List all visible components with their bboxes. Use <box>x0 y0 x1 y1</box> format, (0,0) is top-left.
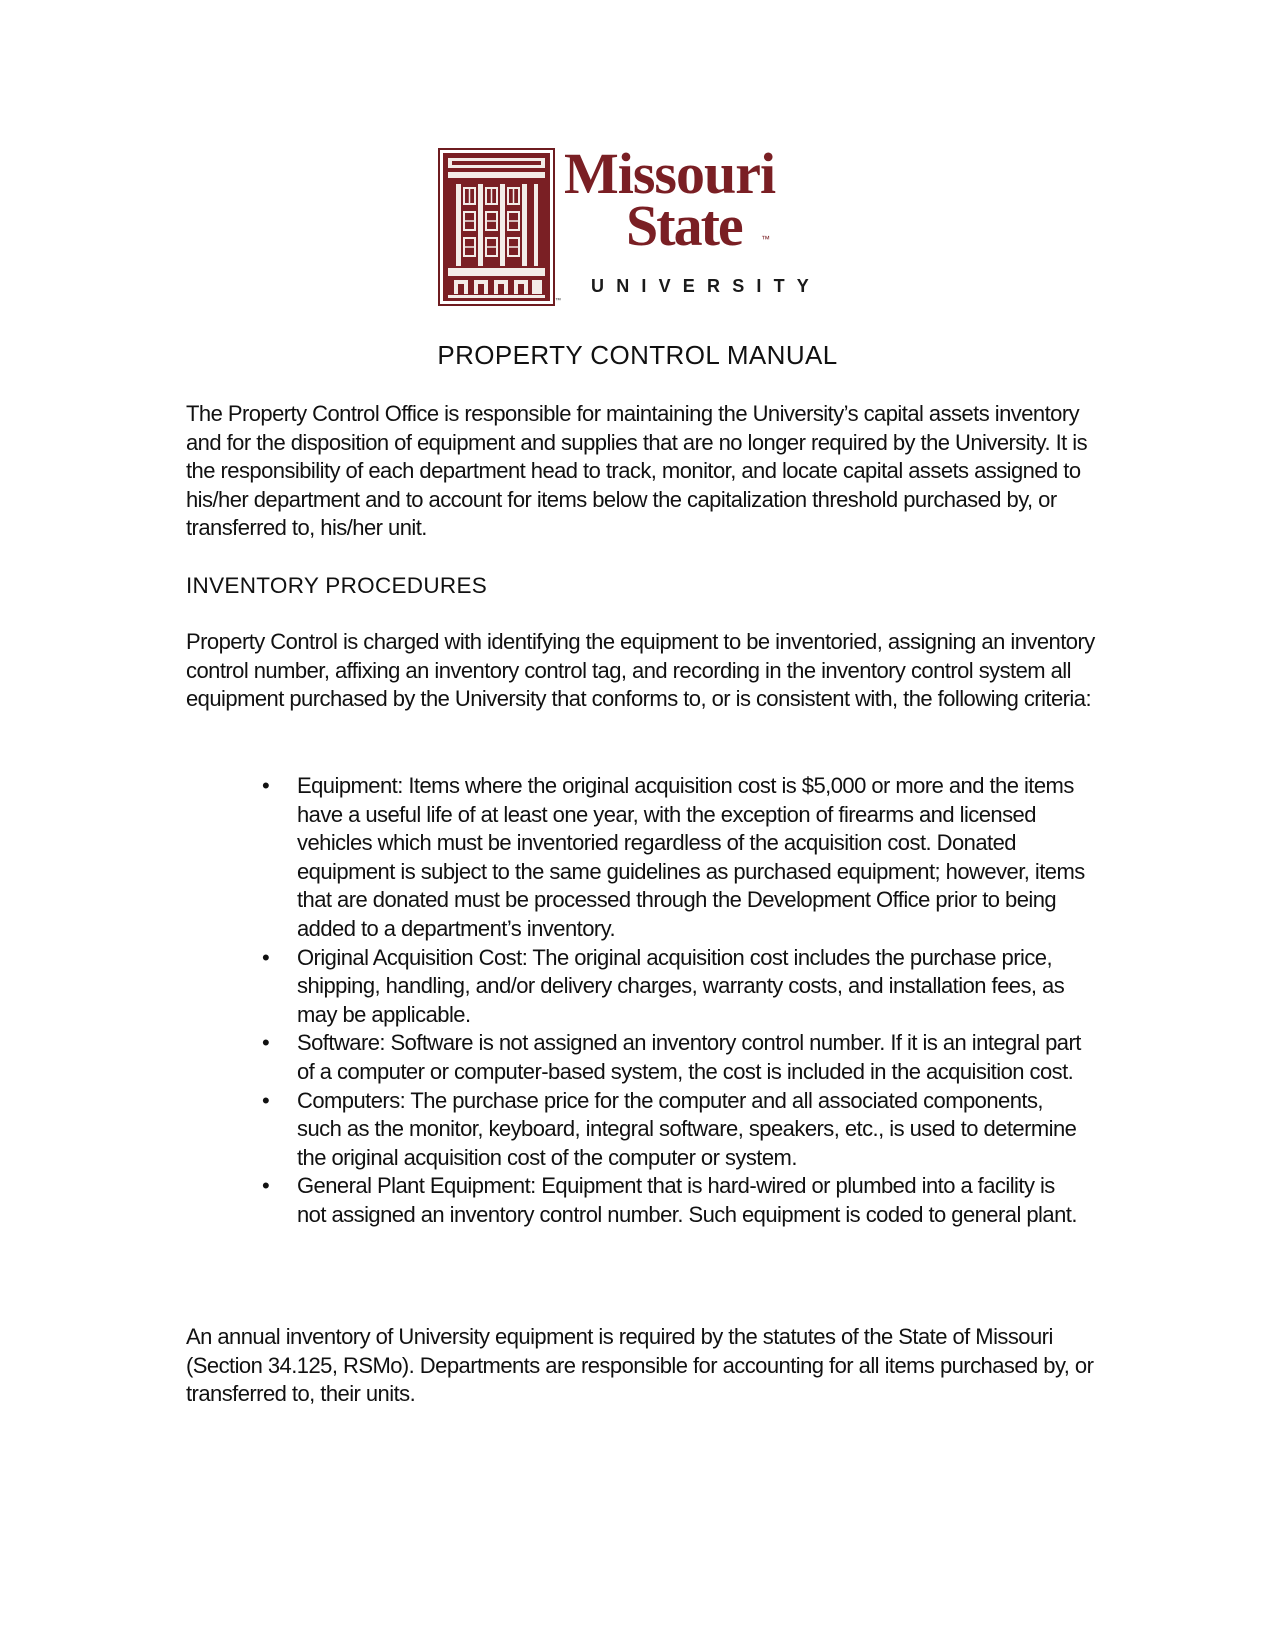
bullet-icon: • <box>262 773 270 798</box>
university-building-icon <box>438 148 555 306</box>
logo-wordmark-state: State <box>626 193 742 258</box>
document-title: PROPERTY CONTROL MANUAL <box>437 340 838 370</box>
logo-wordmark-missouri: Missouri <box>564 141 776 206</box>
criteria-general-plant-text: General Plant Equipment: Equipment that is hard-wired or plumbed into a facility is not assigned an inventory control number. Such equipment is coded to general plant. <box>297 1173 1077 1227</box>
bullet-icon: • <box>262 1087 270 1113</box>
criteria-intro-paragraph: Property Control is charged with identifying the equipment to be inventoried, assigning an inventory control number, affixing an inventory control tag, and recording in the inventory control system all equipment purchased by the University that conforms to, or is consistent with, the following criteria: <box>186 629 1095 712</box>
criteria-computers-text: Computers: The purchase price for the computer and all associated components, such as the monitor, keyboard, integral software, speakers, etc., is used to determine the original acquisition cost of the computer or system. <box>297 1087 1077 1170</box>
criteria-software-text: Software: Software is not assigned an inventory control number. If it is an integral part of a computer or computer-based system, the cost is included in the acquisition cost. <box>297 1030 1081 1084</box>
bullet-icon: • <box>262 944 270 970</box>
criteria-acquisition-cost-text: Original Acquisition Cost: The original acquisition cost includes the purchase price, shipping, handling, and/or delivery charges, warranty costs, and installation fees, as may be applicable. <box>297 944 1065 1027</box>
list-item <box>186 1172 1086 1229</box>
intro-paragraph: The Property Control Office is responsible for maintaining the University’s capital assets inventory and for the disposition of equipment and supplies that are no longer required by the University. It is the responsibility of each department head to track, monitor, and locate capital assets assigned to his/her department and to account for items below the capitalization threshold purchased by, or transferred to, his/her unit. <box>186 401 1088 541</box>
bullet-icon: • <box>262 1173 270 1199</box>
logo-wordmark-university: UNIVERSITY <box>591 276 822 296</box>
section-heading: INVENTORY PROCEDURES <box>186 573 488 598</box>
closing-paragraph: An annual inventory of University equipment is required by the statutes of the State of Missouri (Section 34.125, RSMo). Departments are responsible for accounting for all items purchased by, or transferred to, their units. <box>186 1324 1094 1407</box>
list-item <box>186 944 1086 1030</box>
criteria-equipment-text: Equipment: Items where the original acquisition cost is $5,000 or more and the items have a useful life of at least one year, with the exception of firearms and licensed vehicles which must be inventoried regardless of the acquisition cost. Donated equipment is subject to the same guidelines as purchased equipment; however, items that are donated must be processed through the Development Office prior to being added to a department’s inventory. <box>297 773 1085 941</box>
missouri-state-logo <box>438 141 834 306</box>
list-item <box>186 1087 1086 1173</box>
bullet-icon: • <box>262 1030 270 1056</box>
criteria-list <box>186 772 1086 1230</box>
logo-wordmark-trademark: ™ <box>761 234 770 244</box>
logo-trademark-mark: ™ <box>555 298 561 304</box>
list-item <box>186 1029 1086 1086</box>
list-item <box>186 772 1086 944</box>
